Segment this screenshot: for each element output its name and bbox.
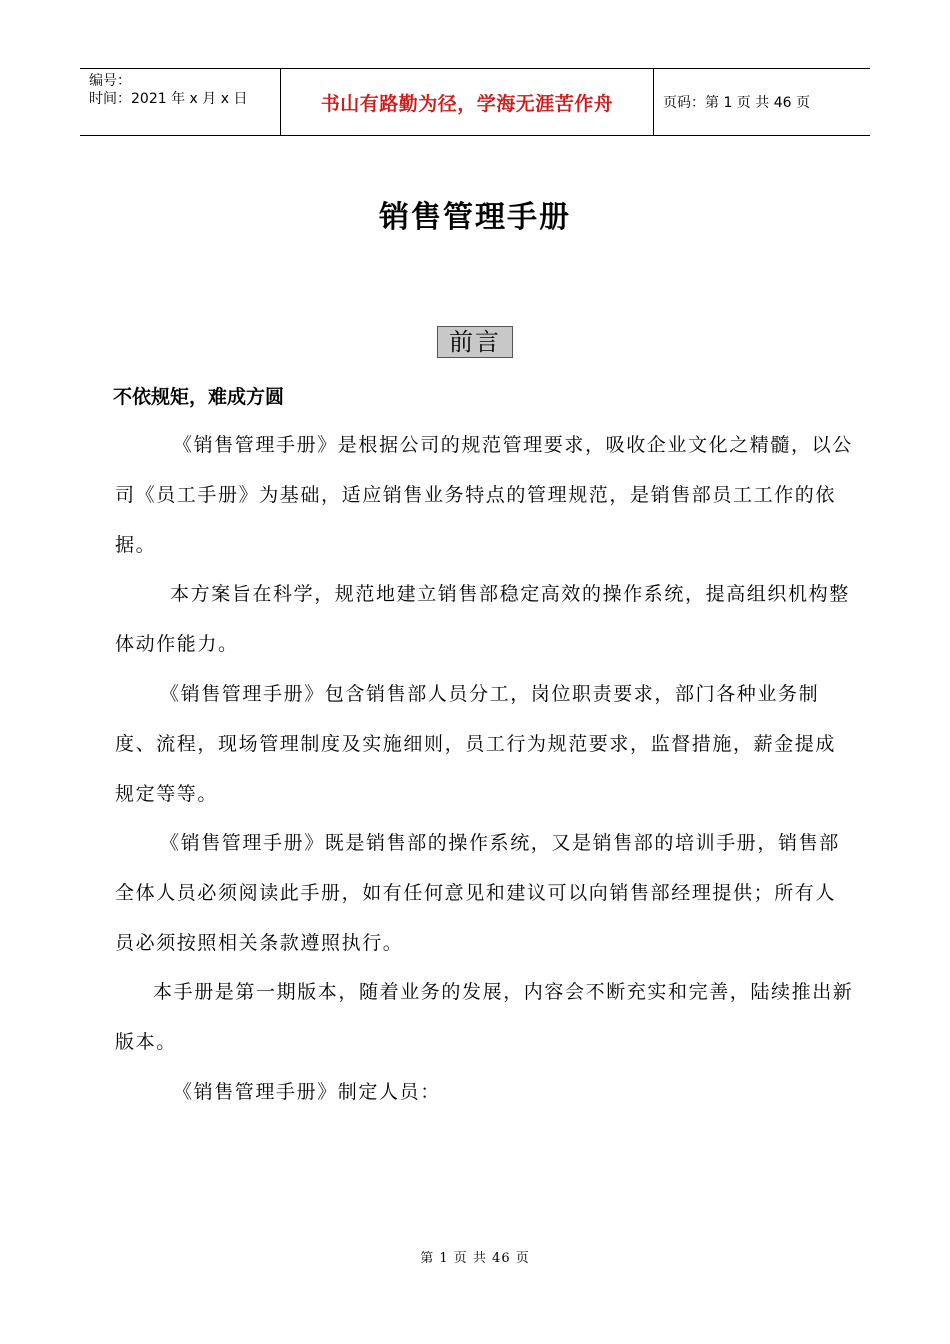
document-date-label: 时间：2021 年 x 月 x 日	[89, 91, 248, 107]
header-motto: 书山有路勤为径，学海无涯苦作舟	[281, 69, 654, 135]
header-meta-cell	[80, 69, 281, 135]
section-subheading: 不依规矩，难成方圆	[113, 386, 285, 408]
page-footer: 第 1 页 共 46 页	[420, 1251, 530, 1266]
paragraph-1: 《销售管理手册》是根据公司的规范管理要求，吸收企业文化之精髓，以公司《员工手册》为基础，适应销售业务特点的管理规范，是销售部员工工作的依据。	[115, 434, 853, 556]
header-page-info: 页码：第 1 页 共 46 页	[663, 95, 810, 111]
paragraph-4: 《销售管理手册》既是销售部的操作系统，又是销售部的培训手册，销售部全体人员必须阅读此手册，如有任何意见和建议可以向销售部经理提供；所有人员必须按照相关条款遵照执行。	[115, 832, 840, 954]
paragraph-2: 本方案旨在科学，规范地建立销售部稳定高效的操作系统，提高组织机构整体动作能力。	[115, 583, 850, 655]
document-title: 销售管理手册	[379, 200, 571, 235]
paragraph-6: 《销售管理手册》制定人员：	[173, 1081, 441, 1103]
paragraph-5: 本手册是第一期版本，随着业务的发展，内容会不断充实和完善，陆续推出新版本。	[115, 981, 854, 1053]
preface-heading: 前言	[437, 326, 513, 358]
document-number-label: 编号：	[89, 73, 131, 89]
paragraph-3: 《销售管理手册》包含销售部人员分工，岗位职责要求，部门各种业务制度、流程，现场管理制度及实施细则，员工行为规范要求，监督措施，薪金提成规定等等。	[115, 683, 837, 805]
page-header-table	[80, 68, 870, 136]
